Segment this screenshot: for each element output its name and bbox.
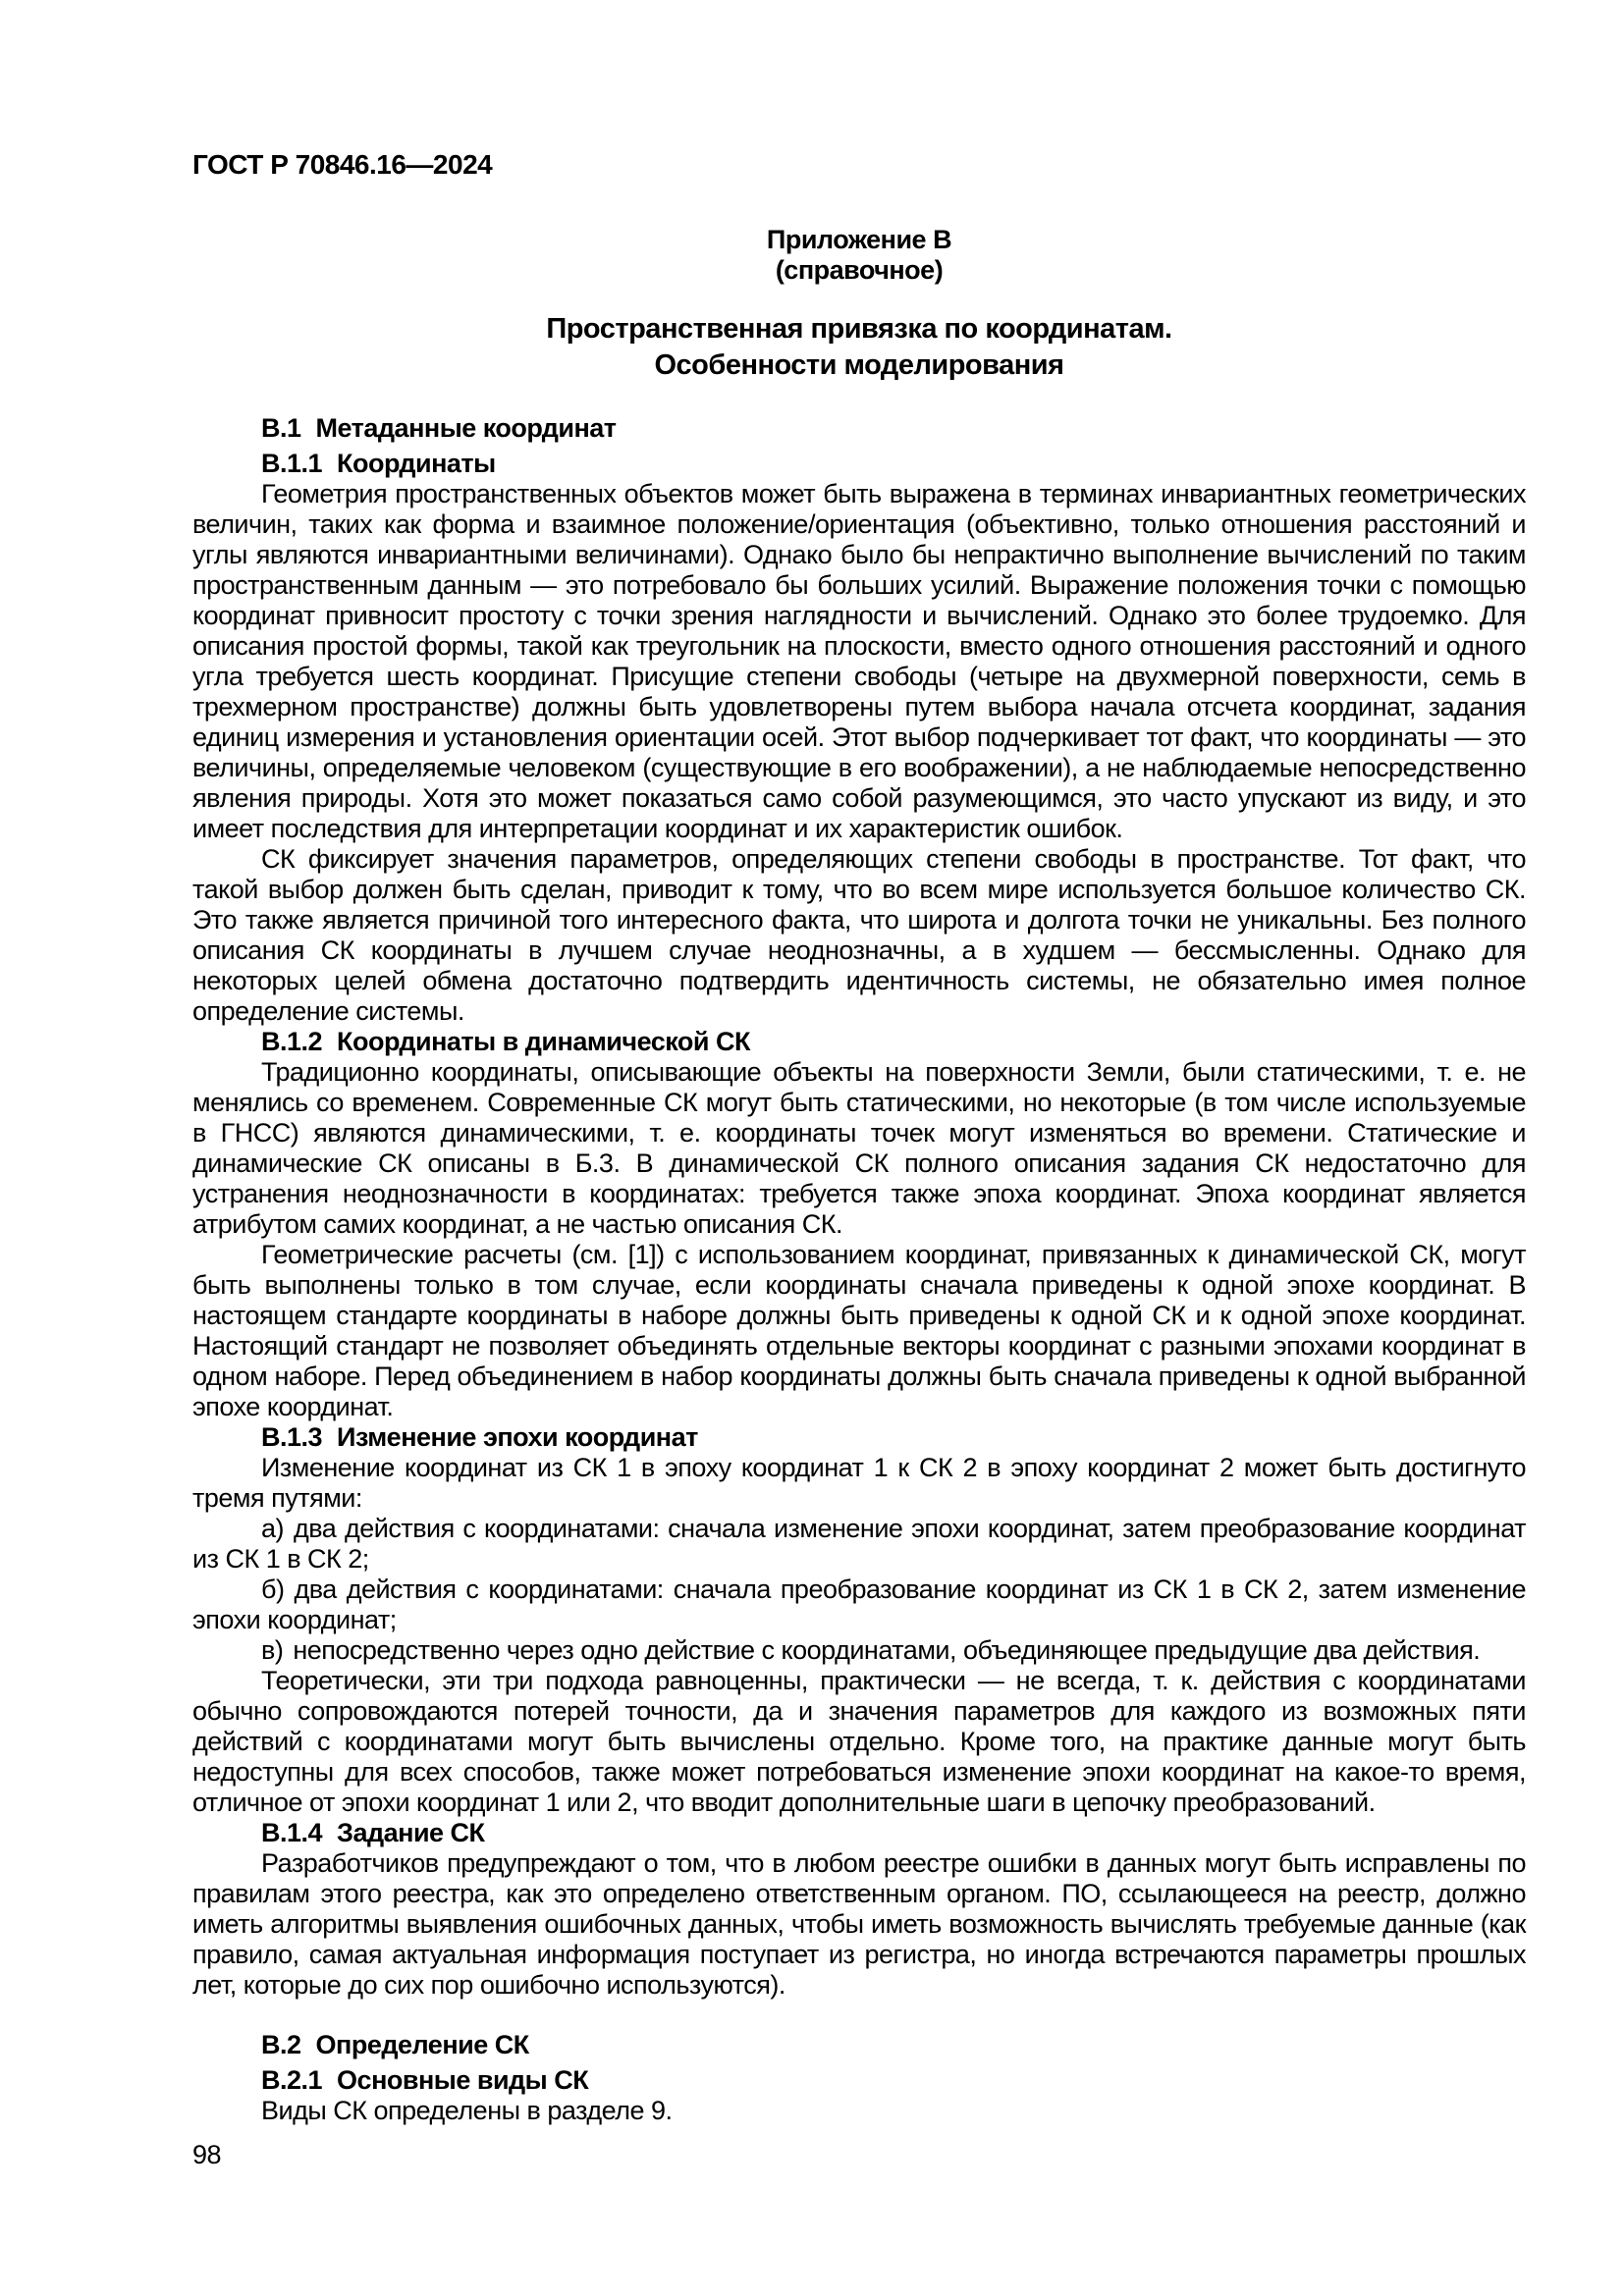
paragraph-b12-1: Традиционно координаты, описывающие объекты на поверхности Земли, были статическими, т. е. не менялись со временем. Современные СК могут быть статическими, но некоторые (в том числе используемые в ГНСС) являются динамическими, т. е. координаты точек могут изменяться во времени. Статические и динамические СК описаны в Б.3. В динамической СК полного описания задания СК недостаточно для устранения неоднозначности в координатах: требуется также эпоха координат. Эпоха координат является атрибутом самих координат, а не частью описания СК.: [192, 1057, 1526, 1239]
list-item-b: [192, 1575, 1526, 1635]
paragraph-b11-1: Геометрия пространственных объектов может быть выражена в терминах инвариантных геометрических величин, таких как форма и взаимное положение/ориентация (объективно, только отношения расстояний и углы являются инвариантными величинами). Однако было бы непрактично выполнение вычислений по таким пространственным данным — это потребовало бы больших усилий. Выражение положения точки с помощью координат привносит простоту с точки зрения наглядности и вычислений. Однако это более трудоемко. Для описания простой формы, такой как треугольник на плоскости, вместо одного отношения расстояний и одного угла требуется шесть координат. Присущие степени свободы (четыре на двухмерной поверхности, семь в трехмерном пространстве) должны быть удовлетворены путем выбора начала отсчета координат, задания единиц измерения и установления ориентации осей. Этот выбор подчеркивает тот факт, что координаты — это величины, определяемые человеком (существующие в его воображении), а не наблюдаемые непосредственно явления природы. Хотя это может показаться само собой разумеющимся, это часто упускают из виду, и это имеет последствия для интерпретации координат и их характеристик ошибок.: [192, 479, 1526, 843]
heading-b14: [192, 1818, 1526, 1848]
heading-b14-text: Задание СК: [337, 1818, 485, 1847]
appendix-kind: (справочное): [775, 255, 944, 285]
paragraph-b12-2: Геометрические расчеты (см. [1]) с использованием координат, привязанных к динамической СК, могут быть выполнены только в том случае, если координаты сначала приведены к одной эпохе координат. В настоящем стандарте координаты в наборе должны быть приведены к одной СК и к одной эпохе координат. Настоящий стандарт не позволяет объединять отдельные векторы координат с разными эпохами координат в одном наборе. Перед объединением в набор координаты должны быть сначала приведены к одной выбранной эпохе координат.: [192, 1240, 1526, 1421]
heading-b12: [192, 1027, 1526, 1057]
heading-b21-text: Основные виды СК: [337, 2065, 589, 2095]
heading-b13-number: В.1.3: [261, 1422, 323, 1452]
list-item-b-text: два действия с координатами: сначала преобразование координат из СК 1 в СК 2, затем изменение эпохи координат;: [192, 1575, 1526, 1634]
page-number: 98: [192, 2140, 222, 2169]
list-item-v: [192, 1635, 1526, 1666]
appendix-label: Приложение В: [766, 225, 952, 254]
paragraph-b11-2: СК фиксирует значения параметров, определяющих степени свободы в пространстве. Тот факт, что такой выбор должен быть сделан, приводит к тому, что во всем мире используется большое количество СК. Это также является причиной того интересного факта, что широта и долгота точки не уникальны. Без полного описания СК координаты в лучшем случае неоднозначны, а в худшем — бессмысленны. Однако для некоторых целей обмена достаточно подтвердить идентичность системы, не обязательно имея полное определение системы.: [192, 844, 1526, 1026]
list-item-v-text: непосредственно через одно действие с координатами, объединяющее предыдущие два действия.: [293, 1635, 1481, 1665]
appendix-title-line1: Пространственная привязка по координатам.: [546, 313, 1172, 345]
appendix-title: [192, 311, 1526, 384]
heading-b21-number: В.2.1: [261, 2065, 323, 2095]
appendix-title-line2: Особенности моделирования: [654, 349, 1064, 381]
heading-b11-number: В.1.1: [261, 449, 323, 478]
heading-b11: [192, 449, 1526, 479]
heading-b11-text: Координаты: [337, 449, 496, 478]
heading-b13: [192, 1422, 1526, 1453]
heading-b1: [192, 413, 1526, 444]
heading-b21: [192, 2065, 1526, 2096]
heading-b12-text: Координаты в динамической СК: [337, 1027, 750, 1056]
doc-code-header: ГОСТ Р 70846.16—2024: [192, 149, 493, 180]
paragraph-b13-intro: Изменение координат из СК 1 в эпоху координат 1 к СК 2 в эпоху координат 2 может быть достигнуто тремя путями:: [192, 1453, 1526, 1513]
list-item-a-label: а): [261, 1514, 285, 1543]
list-item-b-label: б): [261, 1575, 285, 1604]
paragraph-b14-1: Разработчиков предупреждают о том, что в любом реестре ошибки в данных могут быть исправлены по правилам этого реестра, как это определено ответственным органом. ПО, ссылающееся на реестр, должно иметь алгоритмы выявления ошибочных данных, чтобы иметь возможность вычислять требуемые данные (как правило, самая актуальная информация поступает из регистра, но иногда встречаются параметры прошлых лет, которые до сих пор ошибочно используются).: [192, 1848, 1526, 2000]
paragraph-b13-2: Теоретически, эти три подхода равноценны, практически — не всегда, т. к. действия с координатами обычно сопровождаются потерей точности, да и значения параметров для каждого из возможных пяти действий с координатами могут быть вычислены отдельно. Кроме того, на практике данные могут быть недоступны для всех способов, также может потребоваться изменение эпохи координат на какое-то время, отличное от эпохи координат 1 или 2, что вводит дополнительные шаги в цепочку преобразований.: [192, 1666, 1526, 1817]
heading-b2: [192, 2030, 1526, 2060]
heading-b2-text: Определение СК: [315, 2030, 529, 2059]
heading-b12-number: В.1.2: [261, 1027, 323, 1056]
heading-b2-number: В.2: [261, 2030, 301, 2059]
list-item-v-label: в): [261, 1635, 284, 1665]
list-item-a-text: два действия с координатами: сначала изменение эпохи координат, затем преобразование координат из СК 1 в СК 2;: [192, 1514, 1526, 1574]
heading-b1-number: В.1: [261, 413, 301, 443]
heading-b1-text: Метаданные координат: [315, 413, 617, 443]
heading-b13-text: Изменение эпохи координат: [337, 1422, 698, 1452]
list-item-a: [192, 1514, 1526, 1575]
heading-b14-number: В.1.4: [261, 1818, 323, 1847]
paragraph-b21-1: Виды СК определены в разделе 9.: [261, 2096, 673, 2125]
